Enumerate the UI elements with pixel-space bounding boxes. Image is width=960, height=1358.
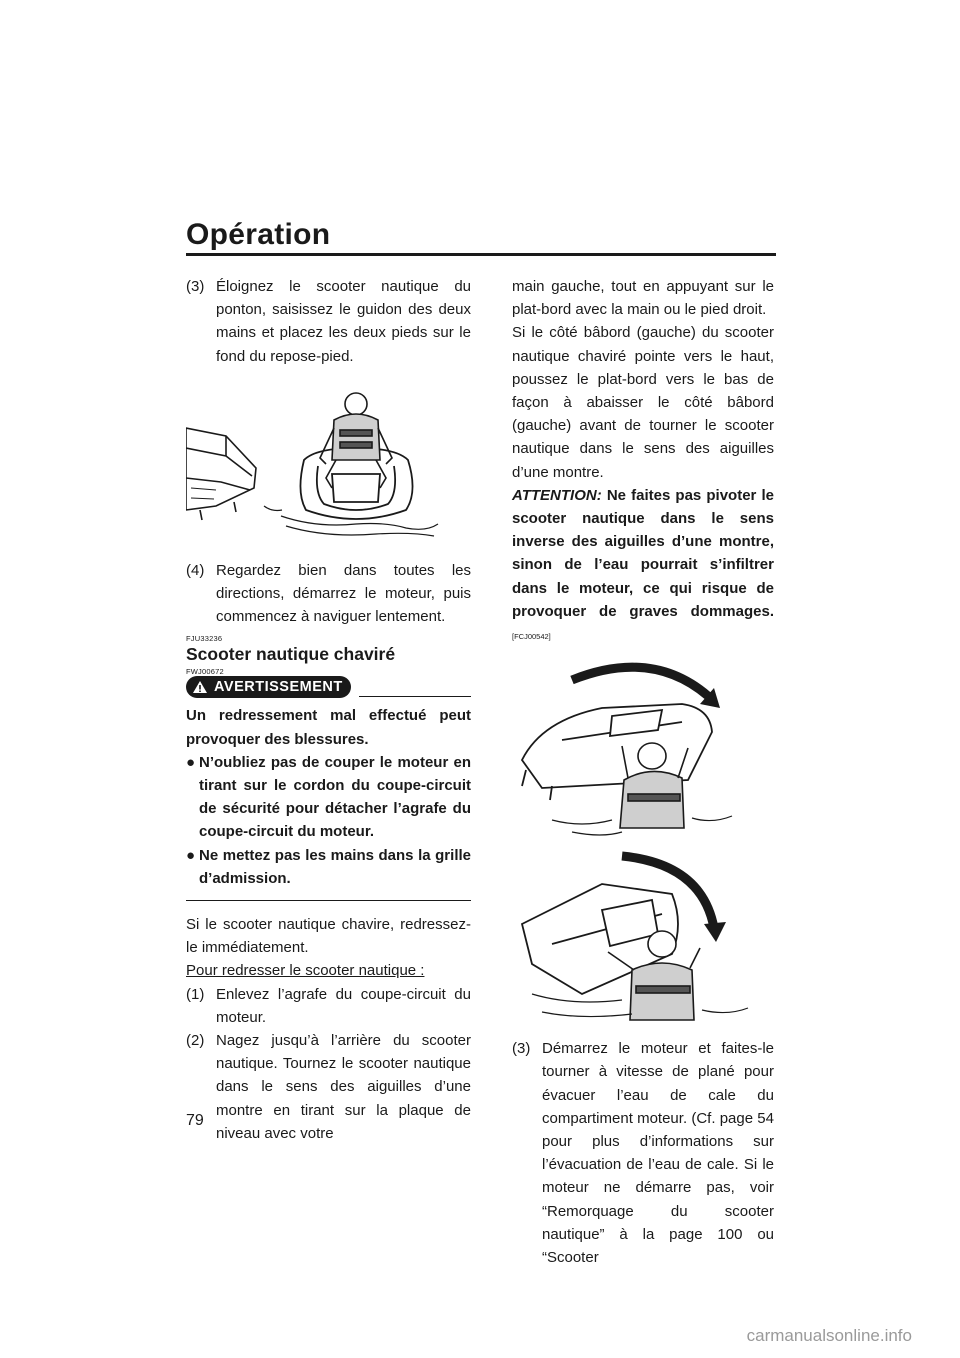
- attention-text: Ne faites pas pivoter le scooter nautique dans le sens inverse des aiguilles d’une montre, sinon de l’eau pourrait s’infiltrer dans le moteur, ce qui risque de provoquer de graves dommages.: [512, 486, 774, 620]
- step-2-continuation: main gauche, tout en appuyant sur le plat-bord avec la main ou le pied droit.: [512, 278, 774, 319]
- step-text: Nagez jusqu’à l’arrière du scooter nautique. Tournez le scooter nautique dans le sens des aiguilles d’une montre en tirant sur la plaque de niveau avec votre: [216, 1032, 471, 1142]
- clockwise-arrow-icon: [572, 667, 708, 696]
- warning-label: AVERTISSEMENT: [214, 678, 343, 695]
- attention-label: ATTENTION:: [512, 486, 602, 504]
- step-text: Démarrez le moteur et faites-le tourner à vitesse de plané pour évacuer l’eau de cale du compartiment moteur. (Cf. page 54 pour plus d’informations sur l’évacuation de l’eau de cale. Si le moteur ne démarre pas, voir “Remorquage du scooter nautique” à la page 100 ou “Scooter: [542, 1040, 774, 1267]
- step-1-clip: [186, 983, 471, 1029]
- step-number: (1): [186, 985, 205, 1003]
- step-number: (3): [186, 278, 205, 295]
- step-number: (2): [186, 1032, 205, 1050]
- boarding-illustration: [186, 378, 471, 553]
- warning-bullet: [186, 751, 471, 844]
- step-text: Regardez bien dans toutes les directions, démarrez le moteur, puis commencez à naviguer lentement.: [216, 561, 471, 626]
- step-text: Éloignez le scooter nautique du ponton, saisissez le guidon des deux mains et placez les deux pieds sur le fond du repose-pied.: [216, 278, 471, 365]
- left-column: [186, 275, 471, 1145]
- bullet-icon: ●: [186, 753, 196, 771]
- step-number: (3): [512, 1040, 531, 1058]
- step-text: Enlevez l’agrafe du coupe-circuit du moteur.: [216, 985, 471, 1026]
- warning-intro: Un redressement mal effectué peut provoquer des blessures.: [186, 707, 471, 748]
- port-side-instruction: Si le côté bâbord (gauche) du scooter nautique chaviré pointe vers le haut, poussez le plat-bord vers le bas de façon à abaisser le côté bâbord (gauche) avant de tourner le scooter nautique dans le sens des aiguilles d’une montre.: [512, 324, 774, 481]
- howto-heading: Pour redresser le scooter nautique :: [186, 962, 425, 980]
- bullet-text: Ne mettez pas les mains dans la grille d’admission.: [199, 846, 471, 887]
- step-3-boarding: [186, 275, 471, 368]
- attention-notice: [512, 484, 774, 648]
- warning-rule: [359, 696, 471, 698]
- righting-illustration-2: [512, 844, 774, 1029]
- warning-triangle-icon: [192, 680, 208, 694]
- capsize-intro: Si le scooter nautique chavire, redressez-le immédiatement.: [186, 916, 471, 957]
- page-title: Opération: [186, 218, 331, 251]
- page-number: 79: [186, 1112, 204, 1129]
- section-ref-code: FJU33236: [186, 634, 223, 644]
- pontoon-drawing: [186, 428, 256, 520]
- bullet-icon: ●: [186, 846, 196, 864]
- header-rule: [186, 253, 776, 256]
- step-2-rotate: [186, 1029, 471, 1145]
- warning-header: [186, 676, 471, 698]
- step-4-depart: [186, 559, 471, 629]
- warning-bullet: [186, 844, 471, 890]
- step-number: (4): [186, 561, 205, 579]
- right-column: [512, 275, 774, 1269]
- warning-ref-code: FWJ00672: [186, 667, 224, 677]
- attention-ref-code: [FCJ00542]: [512, 632, 551, 642]
- righting-illustration-1: [512, 660, 774, 840]
- warning-badge: [186, 676, 351, 698]
- capsized-scooter-drawing: [522, 704, 712, 800]
- bullet-text: N’oubliez pas de couper le moteur en tirant sur le cordon du coupe-circuit de sécurité pour détacher l’agrafe du coupe-circuit du moteur.: [199, 753, 471, 841]
- step-3-bilge: [512, 1037, 774, 1269]
- watermark: carmanualsonline.info: [746, 1326, 912, 1345]
- section-title: Scooter nautique chaviré: [186, 644, 396, 665]
- warning-body: [186, 704, 471, 901]
